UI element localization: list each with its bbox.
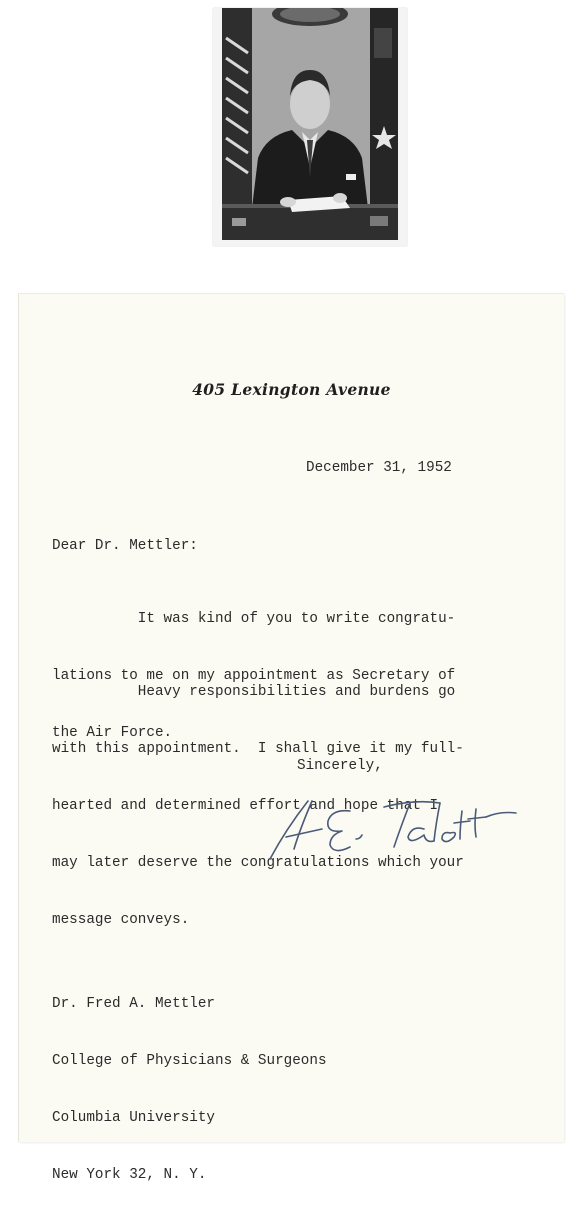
address-line: Dr. Fred A. Mettler <box>52 996 216 1012</box>
paragraph-line: the Air Force. <box>52 725 173 741</box>
portrait-image <box>222 8 398 240</box>
paragraph-line: hearted and determined effort and hope that I <box>52 798 439 814</box>
paragraph-line: message conveys. <box>52 912 190 928</box>
letter-page <box>18 293 564 1183</box>
address-line: Columbia University <box>52 1110 216 1126</box>
address-line: College of Physicians & Surgeons <box>52 1053 327 1069</box>
recipient-address <box>52 957 327 1223</box>
paragraph-line: lations to me on my appointment as Secretary of <box>52 668 456 684</box>
address-line: New York 32, N. Y. <box>52 1167 207 1183</box>
paragraph-line: may later deserve the congratulations which your <box>52 855 464 871</box>
paragraph-line: It was kind of you to write congratu- <box>52 611 456 627</box>
paragraph-line: Heavy responsibilities and burdens go <box>52 684 456 700</box>
closing: Sincerely, <box>297 758 383 774</box>
handwritten-signature <box>264 789 544 869</box>
portrait-photo <box>213 8 407 246</box>
letterhead-address: 405 Lexington Avenue <box>192 380 391 399</box>
paragraph-line: with this appointment. I shall give it my full- <box>52 741 464 757</box>
letter-date: December 31, 1952 <box>306 460 452 476</box>
salutation: Dear Dr. Mettler: <box>52 538 198 554</box>
